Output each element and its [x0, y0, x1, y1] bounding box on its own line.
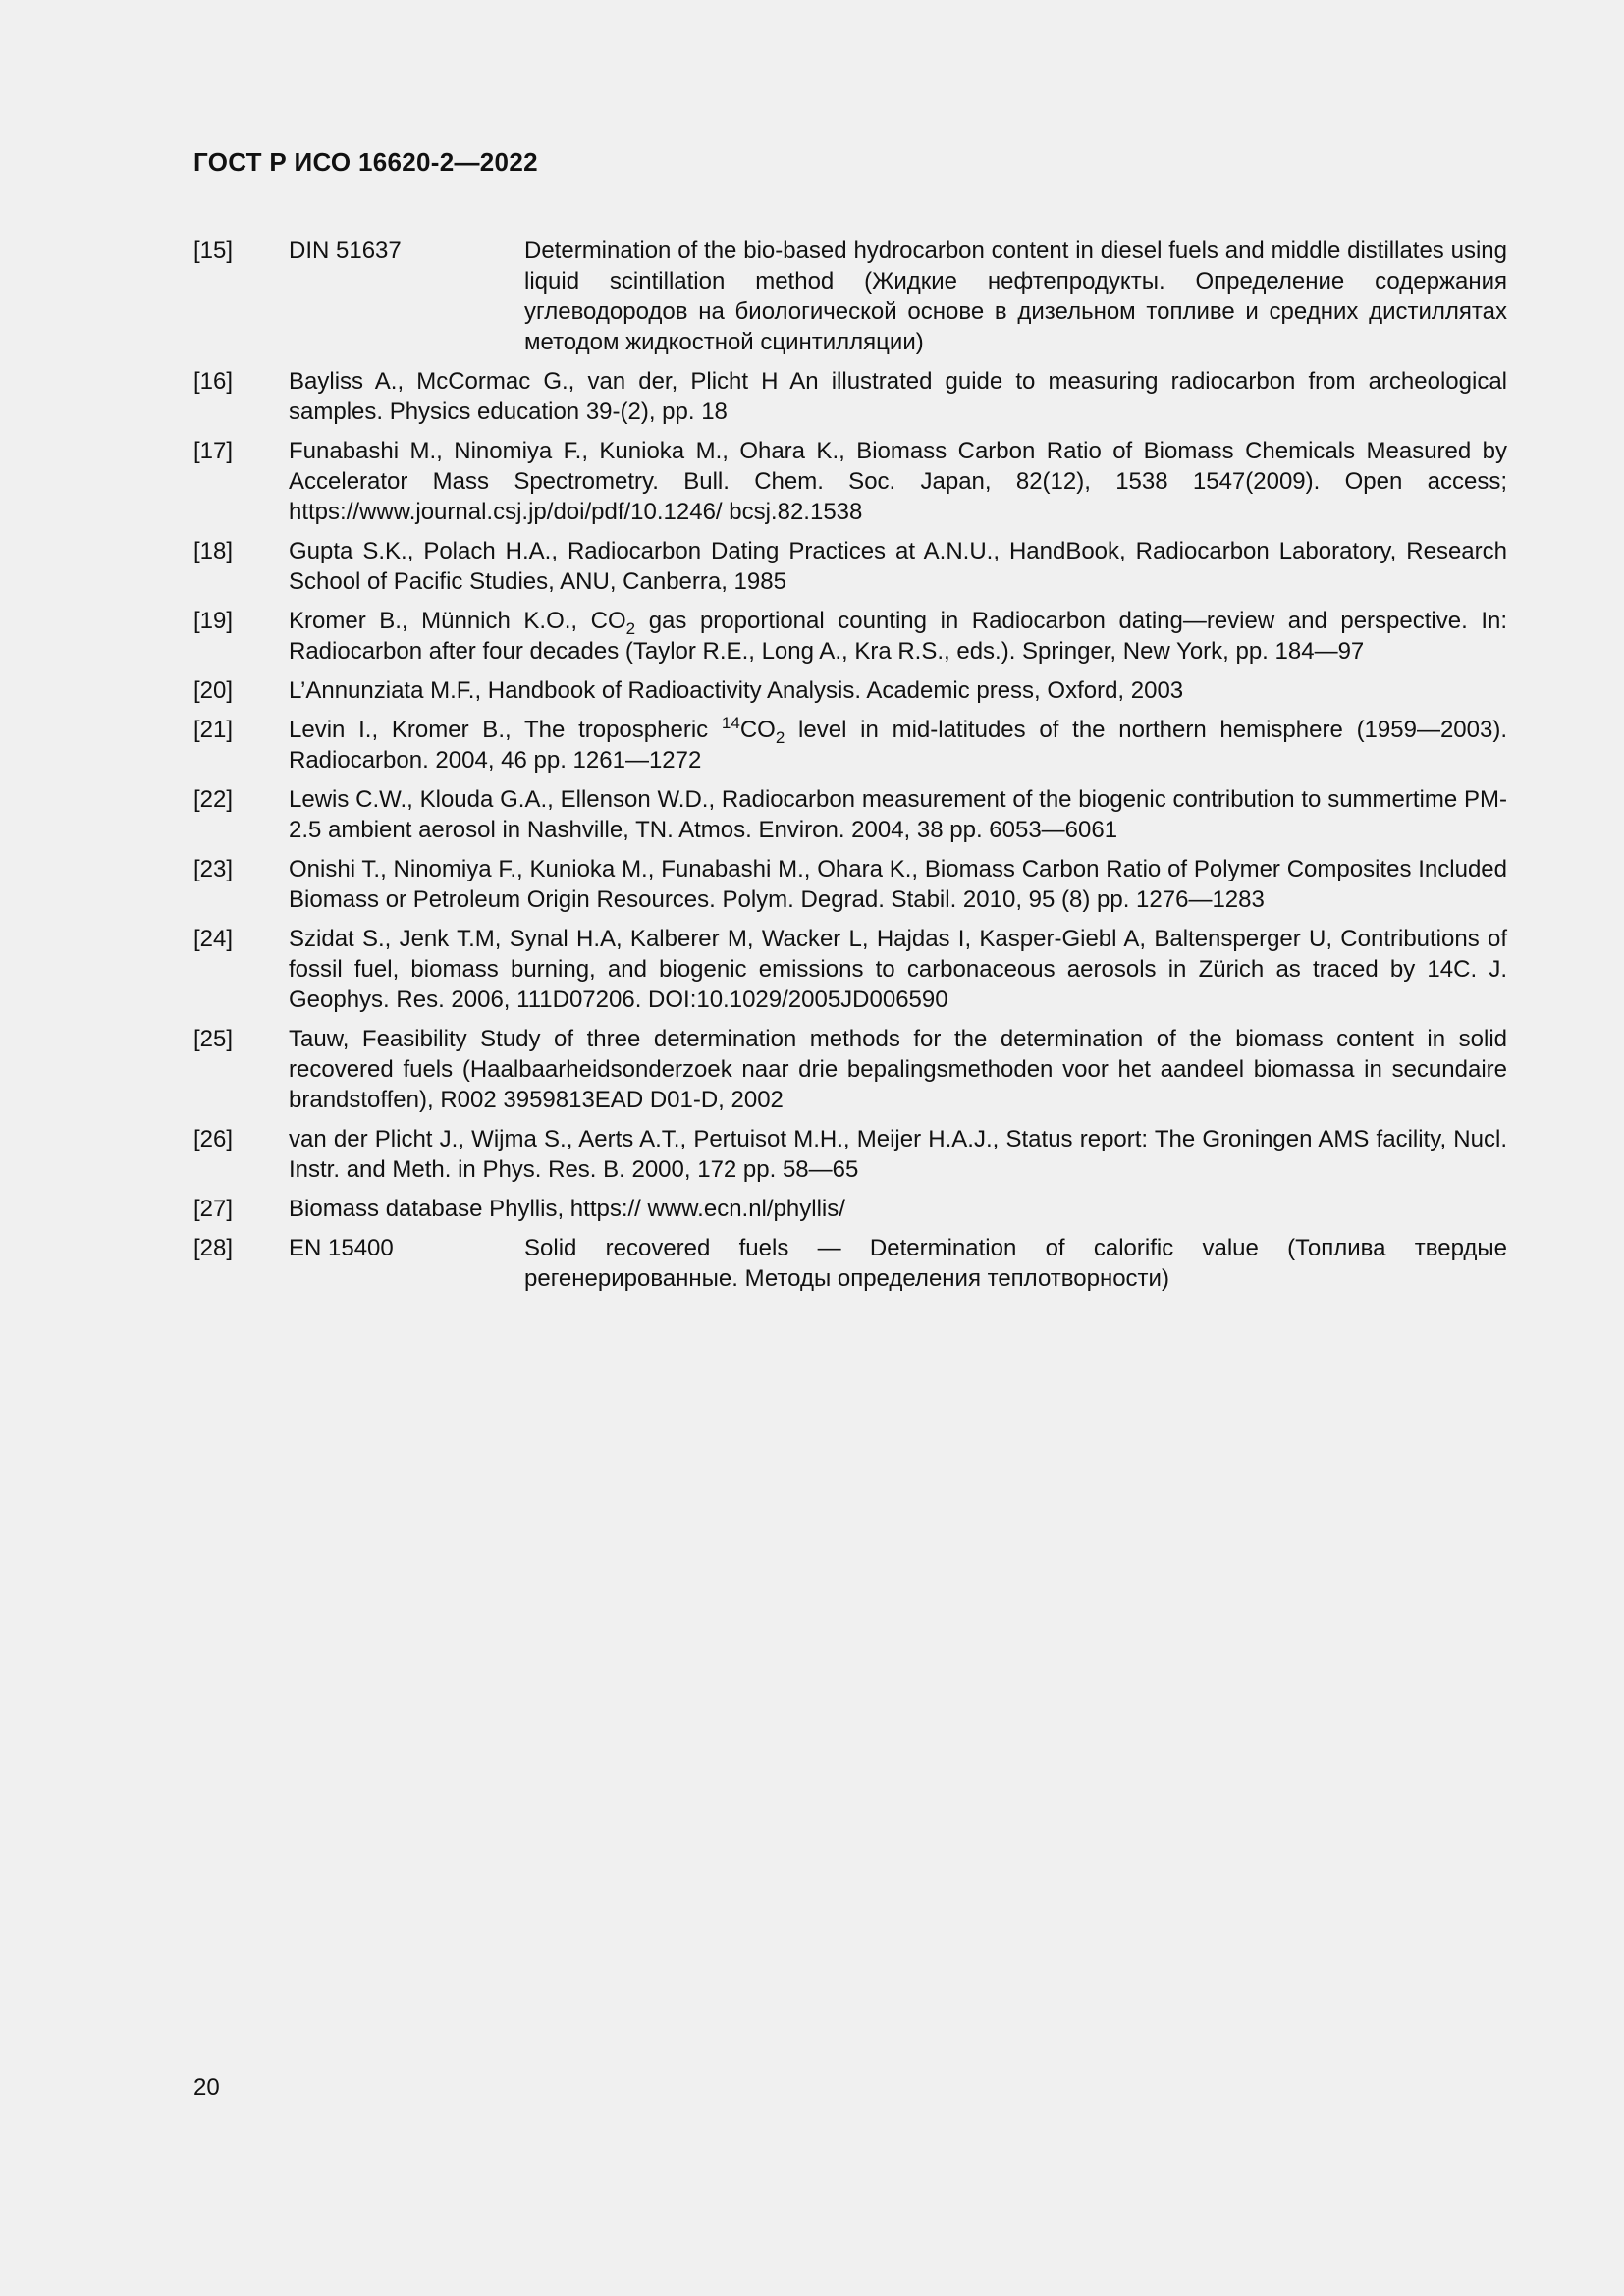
reference-text [289, 606, 1507, 667]
standard-code: EN 15400 [289, 1235, 394, 1261]
reference-item [193, 1024, 1507, 1115]
reference-number: [26] [193, 1126, 234, 1152]
reference-text-part: gas proportional counting in Radiocarbon dating—review and perspective. In: Radiocarbon after four decades (Taylor R.E., Long A., Kra R.S., eds.). Springer, New York, pp. 184—97 [289, 608, 1507, 665]
reference-item [193, 536, 1507, 597]
reference-text [289, 715, 1507, 775]
bibliography-list [193, 236, 1507, 1303]
reference-number: [17] [193, 438, 234, 464]
reference-text: Determination of the bio-based hydrocarbon content in diesel fuels and middle distillates using liquid scintillation method (Жидкие нефтепродукты. Определение содержания углеводородов на биологической основе в дизельном топливе и средних дистиллятах методом жидкостной сцинтилляции) [524, 238, 1507, 355]
reference-item [193, 924, 1507, 1015]
subscript: 2 [625, 618, 636, 638]
reference-item [193, 1233, 1507, 1294]
reference-item [193, 675, 1507, 706]
reference-item [193, 366, 1507, 427]
reference-number: [25] [193, 1026, 234, 1052]
reference-number: [23] [193, 856, 234, 882]
superscript: 14 [721, 714, 740, 732]
reference-text: Szidat S., Jenk T.M, Synal H.A, Kalberer M, Wacker L, Hajdas I, Kasper-Giebl A, Baltensperger U, Contributions of fossil fuel, biomass burning, and biogenic emissions to carbonaceous aerosols in Zürich as traced by 14C. J. Geophys. Res. 2006, 111D07206. DOI:10.1029/2005JD006590 [289, 926, 1507, 1013]
page-number: 20 [193, 2074, 220, 2101]
reference-item [193, 715, 1507, 775]
reference-text-part: level in mid-latitudes of the northern hemisphere (1959—2003). Radiocarbon. 2004, 46 pp. 1261—1272 [289, 717, 1508, 774]
subscript: 2 [775, 727, 785, 747]
reference-number: [24] [193, 926, 234, 952]
reference-text: Biomass database Phyllis, https:// www.ecn.nl/phyllis/ [289, 1196, 845, 1222]
reference-text: Bayliss A., McCormac G., van der, Plicht H An illustrated guide to measuring radiocarbon from archeological samples. Physics education 39-(2), pp. 18 [289, 368, 1507, 425]
reference-item [193, 606, 1507, 667]
reference-item [193, 854, 1507, 915]
reference-item [193, 1194, 1507, 1224]
reference-number: [19] [193, 608, 234, 634]
reference-number: [27] [193, 1196, 234, 1222]
reference-number: [21] [193, 717, 234, 743]
reference-item [193, 236, 1507, 357]
reference-number: [20] [193, 677, 234, 704]
reference-text: Onishi T., Ninomiya F., Kunioka M., Funabashi M., Ohara K., Biomass Carbon Ratio of Polymer Composites Included Biomass or Petroleum Origin Resources. Polym. Degrad. Stabil. 2010, 95 (8) pp. 1276—1283 [289, 856, 1507, 913]
reference-number: [15] [193, 238, 234, 264]
document-header: ГОСТ Р ИСО 16620-2—2022 [193, 147, 538, 177]
standard-code: DIN 51637 [289, 238, 402, 264]
reference-text: van der Plicht J., Wijma S., Aerts A.T., Pertuisot M.H., Meijer H.A.J., Status report: The Groningen AMS facility, Nucl. Instr. and Meth. in Phys. Res. B. 2000, 172 pp. 58—65 [289, 1126, 1507, 1183]
reference-text: Funabashi M., Ninomiya F., Kunioka M., Ohara K., Biomass Carbon Ratio of Biomass Chemicals Measured by Accelerator Mass Spectrometry. Bull. Chem. Soc. Japan, 82(12), 1538 1547(2009). Open access; https://www.journal.csj.jp/doi/pdf/10.1246/ bcsj.82.1538 [289, 438, 1507, 525]
reference-number: [18] [193, 538, 234, 564]
reference-text: L’Annunziata M.F., Handbook of Radioactivity Analysis. Academic press, Oxford, 2003 [289, 677, 1184, 704]
reference-text: Solid recovered fuels — Determination of calorific value (Топлива твердые регенерированные. Методы определения теплотворности) [524, 1235, 1507, 1292]
reference-text-part: Levin I., Kromer B., The tropospheric [289, 717, 722, 743]
reference-item [193, 1124, 1507, 1185]
reference-item [193, 784, 1507, 845]
reference-text-part: Kromer B., Münnich K.O., CO [289, 608, 626, 634]
reference-number: [28] [193, 1235, 234, 1261]
reference-item [193, 436, 1507, 527]
reference-text-part: CO [739, 717, 776, 743]
reference-number: [16] [193, 368, 234, 395]
reference-number: [22] [193, 786, 234, 813]
reference-text: Tauw, Feasibility Study of three determination methods for the determination of the biomass content in solid recovered fuels (Haalbaarheidsonderzoek naar drie bepalingsmethoden voor het aandeel biomassa in secundaire brandstoffen), R002 3959813EAD D01-D, 2002 [289, 1026, 1507, 1113]
reference-text: Gupta S.K., Polach H.A., Radiocarbon Dating Practices at A.N.U., HandBook, Radiocarbon Laboratory, Research School of Pacific Studies, ANU, Canberra, 1985 [289, 538, 1507, 595]
reference-text: Lewis C.W., Klouda G.A., Ellenson W.D., Radiocarbon measurement of the biogenic contribution to summertime PM-2.5 ambient aerosol in Nashville, TN. Atmos. Environ. 2004, 38 pp. 6053—6061 [289, 786, 1507, 843]
